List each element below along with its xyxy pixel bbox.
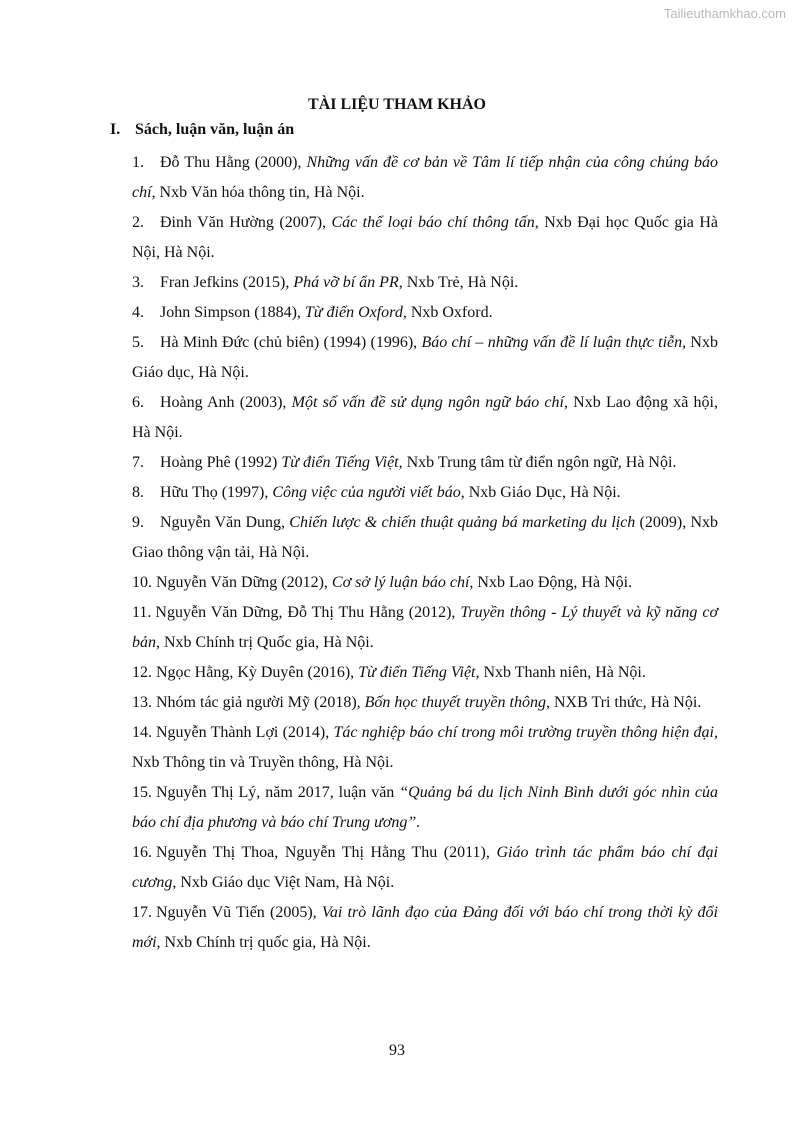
- reference-title: Công việc của người viết báo: [272, 484, 461, 501]
- reference-author-year: Đinh Văn Hường (2007),: [160, 214, 332, 231]
- reference-number: 2.: [132, 214, 144, 231]
- reference-item: [132, 448, 718, 478]
- reference-publisher: Nxb Oxford.: [406, 304, 493, 321]
- reference-title: Phá vỡ bí ẩn PR: [293, 274, 399, 291]
- reference-number: 12.: [132, 664, 152, 681]
- section-number: I.: [110, 121, 121, 138]
- reference-number: 5.: [132, 334, 144, 351]
- reference-item: [132, 838, 718, 898]
- reference-item: [132, 268, 718, 298]
- reference-publisher: , Nxb Đại học Quốc gia Hà Nội, Hà Nội.: [132, 214, 718, 261]
- reference-publisher: , Nxb Giáo dục, Hà Nội.: [132, 334, 718, 381]
- section-title: Sách, luận văn, luận án: [135, 121, 295, 138]
- reference-number: 4.: [132, 304, 144, 321]
- reference-title: Các thể loại báo chí thông tấn: [331, 214, 535, 231]
- reference-item: [132, 208, 718, 268]
- reference-author-year: Nguyễn Thành Lợi (2014),: [156, 724, 334, 741]
- reference-number: 7.: [132, 454, 144, 471]
- reference-number: 1.: [132, 154, 144, 171]
- reference-publisher: Nxb Trung tâm từ điển ngôn ngữ, Hà Nội.: [402, 454, 677, 471]
- reference-title: Truyền thông - Lý thuyết và kỹ năng cơ bản: [132, 604, 718, 651]
- reference-author-year: Nguyễn Thị Lý, năm 2017, luận văn: [156, 784, 400, 801]
- reference-author-year: Nguyễn Vũ Tiến (2005),: [156, 904, 322, 921]
- watermark: Tailieuthamkhao.com: [663, 6, 786, 21]
- reference-title: Vai trò lãnh đạo của Đảng đối với báo chí trong thời kỳ đổi mới,: [132, 904, 719, 951]
- reference-number: 14.: [132, 724, 152, 741]
- reference-title: Từ điển Tiếng Việt,: [281, 454, 403, 471]
- reference-author-year: John Simpson (1884),: [160, 304, 305, 321]
- reference-number: 11.: [132, 604, 152, 621]
- reference-item: [132, 388, 718, 448]
- page-number: 93: [389, 1042, 405, 1059]
- reference-publisher: NXB Tri thức, Hà Nội.: [549, 694, 702, 711]
- reference-author-year: Đỗ Thu Hằng (2000),: [160, 154, 307, 171]
- reference-title: Bốn học thuyết truyền thông,: [364, 694, 550, 711]
- reference-number: 17.: [132, 904, 152, 921]
- reference-title: Từ điển Oxford,: [304, 304, 407, 321]
- reference-publisher: Nxb Chính trị quốc gia, Hà Nội.: [160, 934, 371, 951]
- reference-title: Chiến lược & chiến thuật quảng bá marketing du lịch: [289, 514, 636, 531]
- reference-item: [132, 148, 718, 208]
- reference-number: 3.: [132, 274, 144, 291]
- reference-publisher: Nxb Thông tin và Truyền thông, Hà Nội.: [132, 754, 394, 771]
- reference-number: 16.: [132, 844, 152, 861]
- reference-number: 8.: [132, 484, 144, 501]
- reference-author-year: Hoàng Phê (1992): [160, 454, 282, 471]
- reference-title: Cơ sở lý luận báo chí: [331, 574, 470, 591]
- reference-item: [132, 508, 718, 568]
- reference-title: Từ điển Tiếng Việt: [358, 664, 476, 681]
- reference-author-year: Ngọc Hằng, Kỳ Duyên (2016),: [156, 664, 359, 681]
- reference-publisher: (2009), Nxb Giao thông vận tải, Hà Nội.: [132, 514, 718, 561]
- reference-item: [132, 478, 718, 508]
- reference-number: 15.: [132, 784, 152, 801]
- reference-publisher: , Nxb Giáo dục Việt Nam, Hà Nội.: [172, 874, 395, 891]
- reference-publisher: , Nxb Trẻ, Hà Nội.: [398, 274, 519, 291]
- reference-number: 10.: [132, 574, 152, 591]
- reference-item: [132, 328, 718, 388]
- reference-item: [132, 298, 718, 328]
- reference-publisher: , Nxb Chính trị Quốc gia, Hà Nội.: [156, 634, 374, 651]
- reference-item: [132, 658, 718, 688]
- reference-publisher: Nxb Văn hóa thông tin, Hà Nội.: [155, 184, 365, 201]
- reference-title: Một số vấn đề sử dụng ngôn ngữ báo chí: [291, 394, 564, 411]
- section-heading: [110, 121, 294, 139]
- reference-author-year: Nguyễn Văn Dững, Đỗ Thị Thu Hằng (2012),: [155, 604, 461, 621]
- reference-list: [132, 148, 718, 958]
- reference-publisher: , Nxb Lao động xã hội, Hà Nội.: [132, 394, 719, 441]
- reference-number: 13.: [132, 694, 152, 711]
- reference-author-year: Nguyễn Văn Dững (2012),: [156, 574, 332, 591]
- reference-item: [132, 598, 718, 658]
- reference-author-year: Nguyễn Văn Dung,: [160, 514, 290, 531]
- reference-item: [132, 718, 718, 778]
- reference-author-year: Hà Minh Đức (chủ biên) (1994) (1996),: [160, 334, 422, 351]
- reference-author-year: Nhóm tác giả người Mỹ (2018),: [156, 694, 365, 711]
- reference-publisher: , Nxb Thanh niên, Hà Nội.: [475, 664, 646, 681]
- reference-author-year: Hoàng Anh (2003),: [160, 394, 292, 411]
- reference-number: 6.: [132, 394, 144, 411]
- page-title: TÀI LIỆU THAM KHẢO: [308, 96, 486, 113]
- reference-item: [132, 568, 718, 598]
- reference-title: Giáo trình tác phẩm báo chí đại cương: [132, 844, 718, 891]
- reference-item: [132, 778, 718, 838]
- reference-title: Những vấn đề cơ bản về Tâm lí tiếp nhận của công chúng báo chí,: [132, 154, 718, 201]
- reference-item: [132, 898, 718, 958]
- reference-title: “Quảng bá du lịch Ninh Bình dưới góc nhìn của báo chí địa phương và báo chí Trung ương”.: [132, 784, 718, 831]
- reference-author-year: Nguyễn Thị Thoa, Nguyễn Thị Hằng Thu (2011),: [156, 844, 497, 861]
- reference-item: [132, 688, 718, 718]
- reference-title: Tác nghiệp báo chí trong môi trường truyền thông hiện đại,: [333, 724, 719, 741]
- reference-number: 9.: [132, 514, 144, 531]
- reference-author-year: Fran Jefkins (2015),: [160, 274, 294, 291]
- reference-publisher: , Nxb Lao Động, Hà Nội.: [469, 574, 633, 591]
- reference-author-year: Hữu Thọ (1997),: [160, 484, 273, 501]
- reference-title: Báo chí – những vấn đề lí luận thực tiễn: [421, 334, 683, 351]
- reference-publisher: , Nxb Giáo Dục, Hà Nội.: [460, 484, 621, 501]
